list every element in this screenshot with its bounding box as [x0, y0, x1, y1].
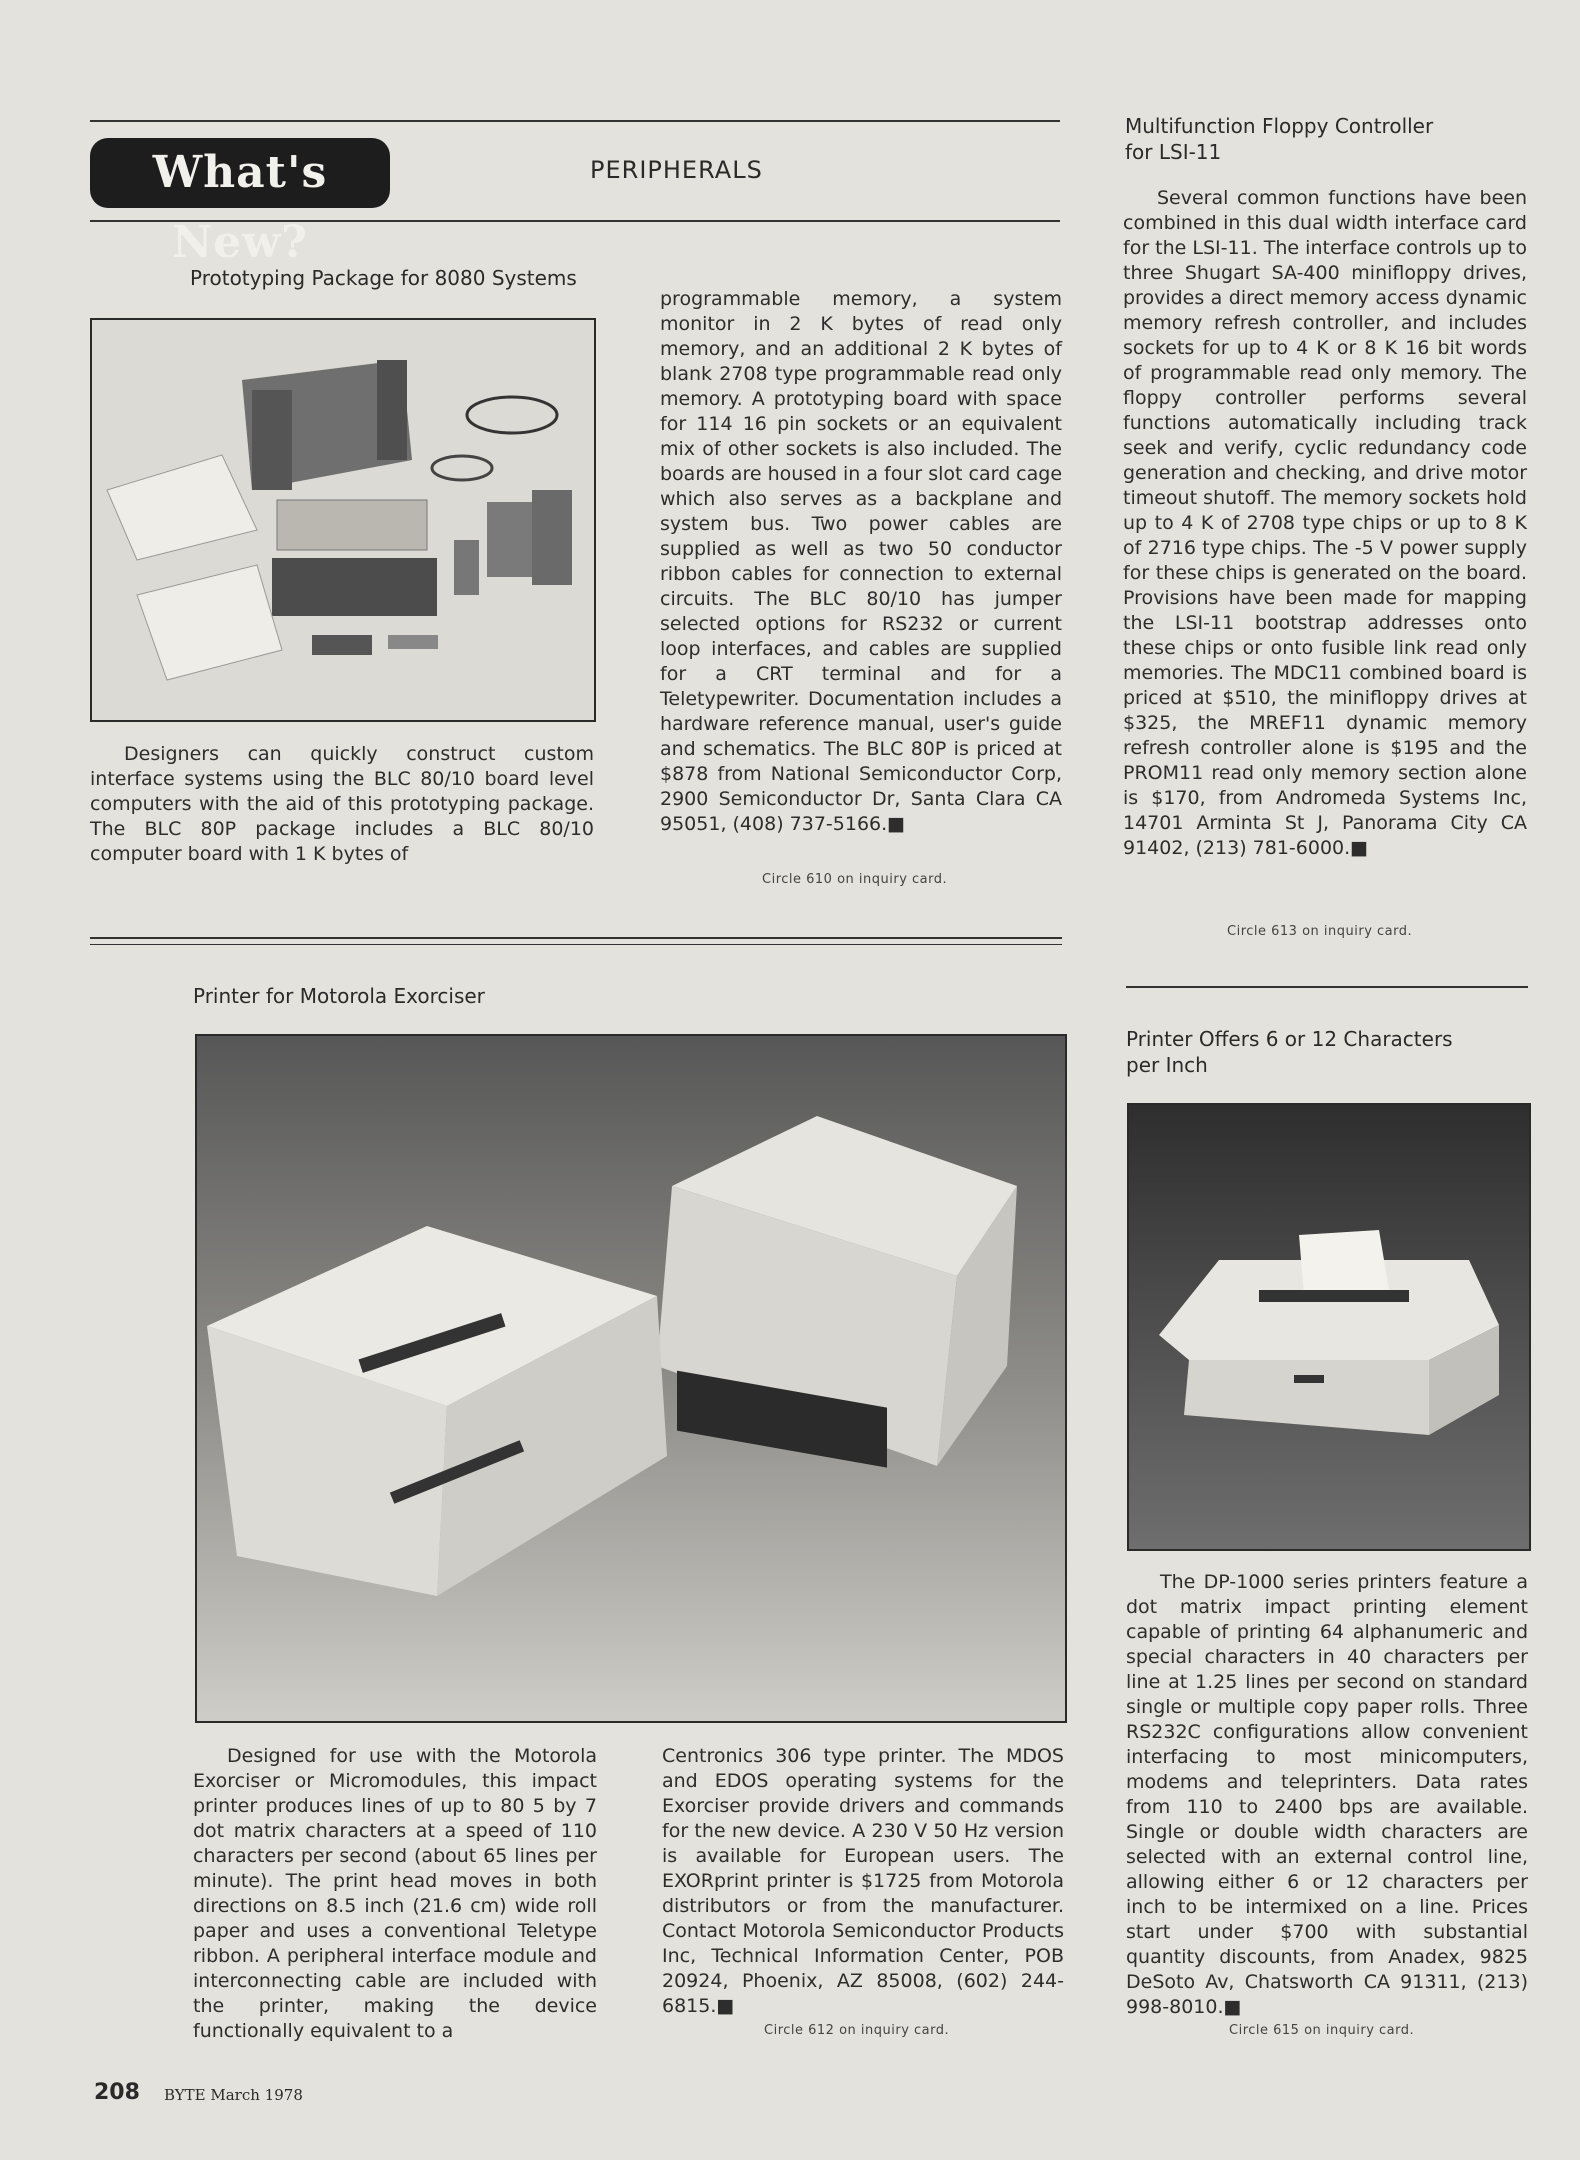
header-top-rule: [90, 120, 1060, 122]
right-column-rule: [1126, 986, 1528, 988]
prototyping-circle-note: Circle 610 on inquiry card.: [762, 872, 948, 887]
prototyping-kit-photo: [90, 318, 596, 722]
motorola-title: Printer for Motorola Exorciser: [193, 984, 485, 1008]
middle-rule-lower: [90, 944, 1062, 945]
floppy-body: Several common functions have been combined in this dual width interface card for the LSI-11. The interface controls up to three Shugart SA-400 minifloppy drives, provides a direct memory access dynamic memory refresh controller, and includes sockets for up to 4 K or 8 K 16 bit words of programmable read only memory. The floppy controller performs several functions automatically including track seek and verify, cyclic redundancy code generation and checking, and drive motor timeout shutoff. The memory sockets hold up to 4 K of 2708 type chips or up to 8 K of 2716 type chips. The -5 V power supply for these chips is generated on the board. Provisions have been made for mapping the LSI-11 bootstrap addresses onto these chips or onto fusible link read only memories. The MDC11 combined board is priced at $510, the minifloppy drives at $325, the MREF11 dynamic memory refresh controller alone is $195 and the PROM11 read only memory section alone is $170, from Andromeda Systems Inc, 14701 Arminta St J, Panorama City CA 91402, (213) 781-6000.■: [1123, 187, 1527, 859]
motorola-circle-note: Circle 612 on inquiry card.: [764, 2023, 950, 2038]
exorprint-printer-photo: [195, 1034, 1067, 1723]
dp1000-printer-photo: [1127, 1103, 1531, 1551]
dp1000-title-line2: per Inch: [1126, 1053, 1208, 1077]
prototyping-title: Prototyping Package for 8080 Systems: [190, 266, 577, 290]
section-title: PERIPHERALS: [590, 156, 763, 184]
whats-new-logo: What's New?: [90, 138, 390, 208]
dp1000-title-line1: Printer Offers 6 or 12 Characters: [1126, 1027, 1453, 1051]
middle-rule-upper: [90, 937, 1062, 939]
floppy-circle-note: Circle 613 on inquiry card.: [1227, 924, 1413, 939]
motorola-col1: Designed for use with the Motorola Exorciser or Micromodules, this impact printer produces lines of up to 80 5 by 7 dot matrix characters at a speed of 110 characters per second (about 65 lines per minute). The print head moves in both directions on 8.5 inch (21.6 cm) wide roll paper and uses a conventional Teletype ribbon. A peripheral interface module and interconnecting cable are included with the printer, making the device functionally equivalent to a: [193, 1745, 597, 2042]
dp1000-circle-note: Circle 615 on inquiry card.: [1229, 2023, 1415, 2038]
magazine-issue: BYTE March 1978: [164, 2086, 303, 2104]
floppy-title-line1: Multifunction Floppy Controller: [1125, 114, 1434, 138]
floppy-title-line2: for LSI-11: [1125, 140, 1222, 164]
page-number: 208: [94, 2080, 140, 2105]
prototyping-col2: programmable memory, a system monitor in 2 K bytes of read only memory, and an additional 2 K bytes of blank 2708 type programmable read only memory. A prototyping board with space for 114 16 pin sockets or an equivalent mix of other sockets is also included. The boards are housed in a four slot card cage which also serves as a backplane and system bus. Two power cables are supplied as well as two 50 conductor ribbon cables for connection to external circuits. The BLC 80/10 has jumper selected options for RS232 or current loop interfaces, and cables are supplied for a CRT terminal and for a Teletypewriter. Documentation includes a hardware reference manual, user's guide and schematics. The BLC 80P is priced at $878 from National Semiconductor Corp, 2900 Semiconductor Dr, Santa Clara CA 95051, (408) 737-5166.■: [660, 288, 1063, 835]
motorola-col2: Centronics 306 type printer. The MDOS and EDOS operating systems for the Exorciser provide drivers and commands for the new device. A 230 V 50 Hz version is available for European users. The EXORprint printer is $1725 from Motorola distributors or from the manufacturer. Contact Motorola Semiconductor Products Inc, Technical Information Center, POB 20924, Phoenix, AZ 85008, (602) 244-6815.■: [662, 1745, 1064, 2017]
prototyping-col1: Designers can quickly construct custom interface systems using the BLC 80/10 board level computers with the aid of this prototyping package. The BLC 80P package includes a BLC 80/10 computer board with 1 K bytes of: [90, 743, 594, 865]
dp1000-body: The DP-1000 series printers feature a dot matrix impact printing element capable of printing 64 alphanumeric and special characters in 40 characters per line at 1.25 lines per second on standard single or multiple copy paper rolls. Three RS232C configurations allow convenient interfacing to most minicomputers, modems and teleprinters. Data rates from 110 to 2400 bps are available. Single or double width characters are selected with an external control line, allowing either 6 or 12 characters per inch to be intermixed on a line. Prices start under $700 with substantial quantity discounts, from Anadex, 9825 DeSoto Av, Chatsworth CA 91311, (213) 998-8010.■: [1126, 1571, 1528, 2018]
